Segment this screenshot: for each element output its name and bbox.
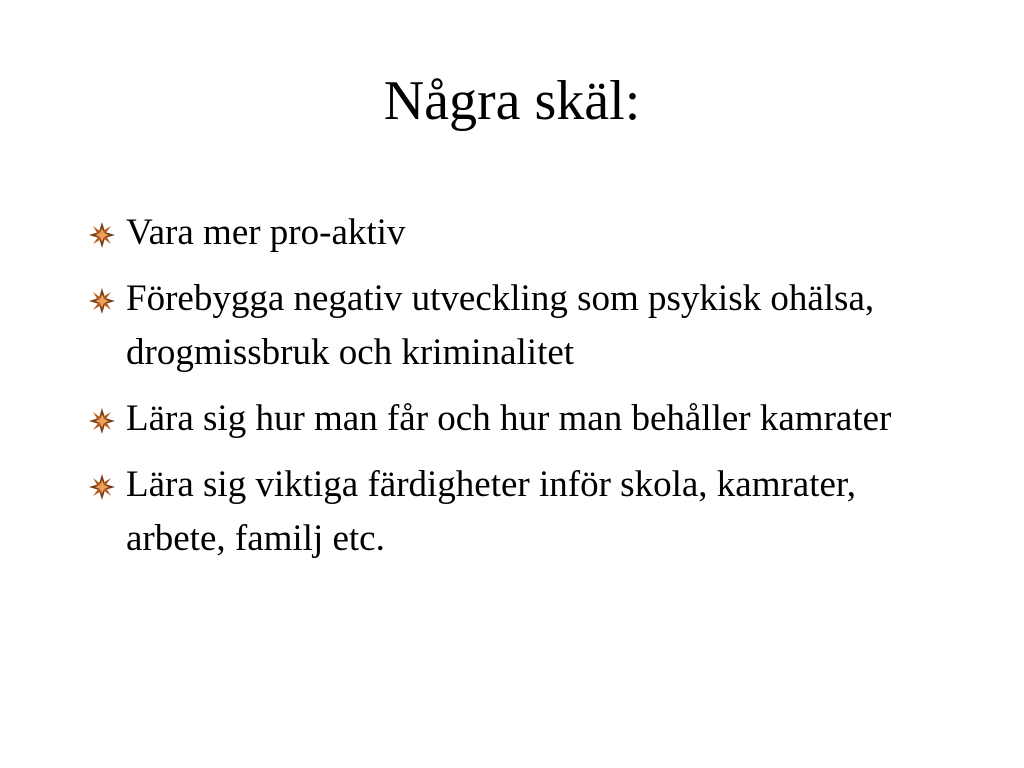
bullet-item (88, 392, 948, 446)
bullet-item (88, 206, 948, 260)
bullet-text: Lära sig viktiga färdigheter inför skola, kamrater, arbete, familj etc. (126, 464, 857, 559)
bullet-item (88, 458, 948, 566)
bullet-text: Vara mer pro-aktiv (126, 212, 406, 253)
star-burst-icon (88, 221, 116, 249)
star-burst-icon (88, 287, 116, 315)
bullet-item (88, 272, 948, 380)
star-burst-icon (88, 407, 116, 435)
bullet-text: Lära sig hur man får och hur man behåller kamrater (126, 398, 892, 439)
slide-title: Några skäl: (383, 70, 641, 132)
bullet-text: Förebygga negativ utveckling som psykisk ohälsa, drogmissbruk och kriminalitet (126, 278, 875, 373)
star-burst-icon (88, 473, 116, 501)
bullet-list (88, 206, 948, 578)
